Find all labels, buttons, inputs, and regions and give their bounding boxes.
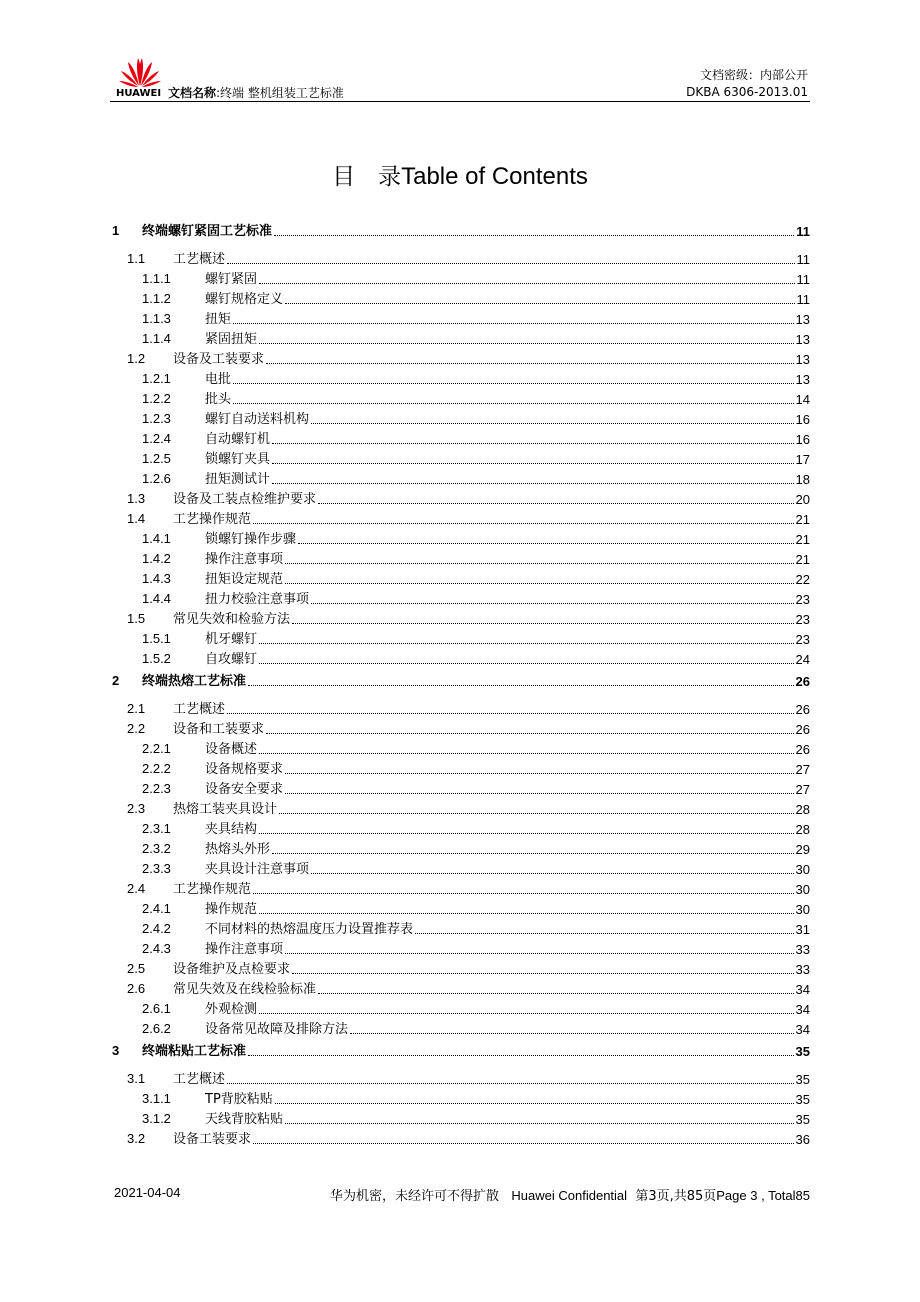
toc-leader-dots [274,235,794,236]
toc-entry-number: 1.1.2 [142,291,171,306]
toc-entry-title: 工艺操作规范 [173,512,252,527]
toc-entry-number: 2 [112,673,120,688]
toc-entry-number: 1.2 [127,351,146,366]
toc-entry[interactable] [110,818,810,838]
toc-entry[interactable] [110,878,810,898]
toc-leader-dots [285,773,794,774]
toc-entry-page: 13 [795,312,810,327]
toc-entry-page: 34 [795,1002,810,1017]
toc-entry[interactable] [110,388,810,408]
toc-leader-dots [227,1083,794,1084]
toc-entry-page: 22 [795,572,810,587]
toc-entry-number: 2.2 [127,721,146,736]
toc-entry[interactable] [110,468,810,488]
header-divider [110,101,810,102]
toc-entry-page: 35 [795,1112,810,1127]
toc-leader-dots [285,953,794,954]
toc-entry-page: 26 [795,722,810,737]
toc-leader-dots [285,793,794,794]
toc-entry-page: 35 [795,1072,810,1087]
toc-entry[interactable] [110,328,810,348]
toc-entry-number: 1.2.3 [142,411,171,426]
logo-wordmark: HUAWEI [116,88,162,99]
toc-entry-number: 2.2.1 [142,741,171,756]
toc-entry-page: 26 [795,702,810,717]
toc-entry-title: 扭矩设定规范 [205,572,284,587]
toc-entry-page: 17 [795,452,810,467]
toc-entry[interactable] [110,648,810,668]
toc-entry-title: 操作注意事项 [205,942,284,957]
toc-entry-number: 1.5.1 [142,631,171,646]
toc-leader-dots [272,483,794,484]
page-title [0,158,920,191]
toc-entry-number: 3.1.1 [142,1091,171,1106]
toc-entry-page: 13 [795,352,810,367]
toc-entry-title: 设备和工装要求 [173,722,265,737]
toc-entry-number: 1.2.2 [142,391,171,406]
toc-entry[interactable] [110,548,810,568]
toc-entry-page: 26 [795,674,810,689]
toc-entry[interactable] [110,488,810,508]
toc-leader-dots [233,323,794,324]
toc-entry-page: 11 [796,252,810,267]
toc-entry-page: 18 [795,472,810,487]
toc-entry-number: 1.1.4 [142,331,171,346]
toc-entry-title: 电批 [205,372,232,387]
toc-entry[interactable] [110,898,810,918]
toc-entry[interactable] [110,1018,810,1038]
security-level: 文档密级：内部公开 [699,68,808,82]
document-name-label: 文档名称 [168,86,217,100]
toc-entry[interactable] [110,778,810,798]
toc-entry-number: 1.4.4 [142,591,171,606]
toc-entry[interactable] [110,758,810,778]
toc-entry-title: 常见失效及在线检验标准 [173,982,317,997]
toc-entry-number: 2.3.2 [142,841,171,856]
confidential-en: Huawei Confidential [511,1188,628,1203]
toc-entry[interactable] [110,1068,810,1088]
toc-entry-title: 扭矩测试计 [205,472,271,487]
toc-entry-page: 21 [795,532,810,547]
toc-entry-title: 工艺概述 [173,252,226,267]
toc-entry-page: 30 [795,902,810,917]
toc-entry[interactable] [110,428,810,448]
toc-leader-dots [311,873,794,874]
toc-entry-number: 2.1 [127,701,146,716]
toc-entry-number: 3.1 [127,1071,146,1086]
toc-entry-number: 2.6.2 [142,1021,171,1036]
toc-entry[interactable] [110,718,810,738]
toc-leader-dots [285,583,794,584]
toc-leader-dots [275,1103,794,1104]
toc-entry-number: 2.4.3 [142,941,171,956]
toc-entry-page: 21 [795,552,810,567]
toc-entry-page: 23 [795,612,810,627]
toc-entry-page: 20 [795,492,810,507]
toc-entry-number: 3.1.2 [142,1111,171,1126]
toc-entry-number: 1.1.1 [142,271,171,286]
toc-entry[interactable] [110,448,810,468]
toc-entry[interactable] [110,268,810,288]
toc-leader-dots [259,643,794,644]
toc-entry-title: 工艺操作规范 [173,882,252,897]
toc-entry-page: 16 [795,412,810,427]
toc-entry[interactable] [110,1088,810,1108]
toc-entry[interactable] [110,998,810,1018]
toc-leader-dots [233,403,794,404]
page-header [110,54,810,104]
toc-entry-page: 31 [795,922,810,937]
toc-entry-number: 1.2.5 [142,451,171,466]
toc-entry-title: 机牙螺钉 [205,632,258,647]
page-count-en: Page 3 , Total85 [716,1188,810,1203]
toc-entry-title: 螺钉紧固 [205,272,258,287]
toc-entry-number: 2.5 [127,961,146,976]
toc-entry-title: 自动螺钉机 [205,432,271,447]
toc-entry-page: 34 [795,982,810,997]
toc-leader-dots [259,283,794,284]
page-count-cn: 第3页,共85页 [635,1189,717,1204]
toc-entry-page: 28 [795,822,810,837]
toc-entry-number: 2.4.1 [142,901,171,916]
document-id: DKBA 6306-2013.01 [686,85,808,99]
toc-leader-dots [227,713,794,714]
toc-entry-page: 11 [796,224,810,239]
toc-entry-title: 锁螺钉操作步骤 [205,532,297,547]
toc-entry-title: 设备安全要求 [205,782,284,797]
toc-entry-number: 2.3.1 [142,821,171,836]
toc-entry-page: 35 [795,1092,810,1107]
toc-entry[interactable] [110,858,810,878]
toc-entry-number: 2.4.2 [142,921,171,936]
toc-leader-dots [292,973,794,974]
toc-entry-title: 不同材料的热熔温度压力设置推荐表 [205,922,414,937]
toc-entry-page: 30 [795,862,810,877]
toc-entry-title: 终端热熔工艺标准 [142,674,247,689]
toc-entry-page: 28 [795,802,810,817]
toc-leader-dots [272,853,794,854]
toc-entry[interactable] [110,738,810,758]
toc-entry-title: 批头 [205,392,232,407]
toc-entry-title: 设备概述 [205,742,258,757]
toc-entry-title: 设备常见故障及排除方法 [205,1022,349,1037]
toc-entry-number: 1.3 [127,491,146,506]
toc-entry-number: 1.4.3 [142,571,171,586]
huawei-petals-icon [116,56,164,88]
toc-entry-title: 常见失效和检验方法 [173,612,291,627]
toc-entry[interactable] [110,288,810,308]
toc-entry[interactable] [110,798,810,818]
toc-entry-page: 13 [795,332,810,347]
toc-entry[interactable] [110,348,810,368]
toc-leader-dots [285,1123,794,1124]
toc-entry-page: 36 [795,1132,810,1147]
toc-leader-dots [248,1055,794,1056]
toc-entry-title: 终端螺钉紧固工艺标准 [142,224,273,239]
toc-entry-page: 35 [795,1044,810,1059]
toc-entry-title: 工艺概述 [173,1072,226,1087]
toc-entry-page: 21 [795,512,810,527]
toc-entry[interactable] [110,220,810,240]
toc-leader-dots [227,263,794,264]
page-title-en: Table of Contents [401,163,588,190]
document-name-value: :终端 整机组装工艺标准 [216,86,344,100]
toc-entry-title: 锁螺钉夹具 [205,452,271,467]
toc-entry-title: 螺钉自动送料机构 [205,412,310,427]
toc-entry[interactable] [110,938,810,958]
toc-entry-number: 2.3.3 [142,861,171,876]
huawei-logo [116,56,164,99]
toc-entry-page: 24 [795,652,810,667]
toc-entry[interactable] [110,698,810,718]
document-name [168,84,344,101]
toc-entry[interactable] [110,508,810,528]
toc-entry-number: 1.5 [127,611,146,626]
toc-leader-dots [285,563,794,564]
toc-entry[interactable] [110,918,810,938]
toc-entry[interactable] [110,568,810,588]
toc-entry-number: 2.4 [127,881,146,896]
toc-entry-title: 工艺概述 [173,702,226,717]
toc-entry-title: 螺钉规格定义 [205,292,284,307]
toc-entry[interactable] [110,1040,810,1060]
toc-entry[interactable] [110,958,810,978]
toc-entry-number: 3 [112,1043,120,1058]
toc-entry-number: 3.2 [127,1131,146,1146]
toc-entry-title: 紧固扭矩 [205,332,258,347]
toc-leader-dots [311,603,794,604]
toc-leader-dots [266,363,794,364]
toc-entry-page: 14 [795,392,810,407]
toc-leader-dots [350,1033,794,1034]
toc-leader-dots [259,663,794,664]
toc-leader-dots [253,1143,794,1144]
toc-entry[interactable] [110,838,810,858]
toc-entry-title: 终端粘贴工艺标准 [142,1044,247,1059]
toc-entry-title: 热熔工装夹具设计 [173,802,278,817]
toc-entry-page: 29 [795,842,810,857]
toc-leader-dots [272,443,794,444]
toc-leader-dots [298,543,794,544]
toc-leader-dots [259,1013,794,1014]
toc-leader-dots [415,933,794,934]
toc-entry-page: 30 [795,882,810,897]
toc-entry-title: TP背胶粘贴 [205,1092,273,1107]
toc-entry-number: 1.5.2 [142,651,171,666]
toc-entry-title: 扭矩 [205,312,232,327]
footer-date: 2021-04-04 [114,1185,181,1200]
toc-entry-number: 1.4.1 [142,531,171,546]
toc-entry[interactable] [110,1108,810,1128]
toc-entry-title: 设备及工装点检维护要求 [173,492,317,507]
toc-leader-dots [318,503,794,504]
toc-leader-dots [311,423,794,424]
toc-entry-page: 16 [795,432,810,447]
toc-entry[interactable] [110,408,810,428]
toc-leader-dots [259,343,794,344]
toc-entry-number: 1.1.3 [142,311,171,326]
toc-entry[interactable] [110,248,810,268]
toc-entry-title: 夹具结构 [205,822,258,837]
toc-entry-page: 23 [795,632,810,647]
toc-entry-page: 23 [795,592,810,607]
toc-leader-dots [318,993,794,994]
toc-entry-page: 11 [796,292,810,307]
toc-entry-page: 27 [795,782,810,797]
footer-confidential [330,1185,810,1204]
table-of-contents [110,218,810,1148]
toc-leader-dots [259,753,794,754]
toc-leader-dots [272,463,794,464]
confidential-cn: 华为机密，未经许可不得扩散 [330,1189,500,1204]
toc-entry-title: 天线背胶粘贴 [205,1112,284,1127]
toc-entry-number: 2.6.1 [142,1001,171,1016]
toc-entry[interactable] [110,588,810,608]
toc-entry-title: 操作注意事项 [205,552,284,567]
toc-entry-number: 1.4.2 [142,551,171,566]
toc-entry[interactable] [110,368,810,388]
toc-entry-number: 1.4 [127,511,146,526]
toc-entry-title: 设备及工装要求 [173,352,265,367]
toc-leader-dots [248,685,794,686]
toc-leader-dots [259,913,794,914]
toc-entry-title: 热熔头外形 [205,842,271,857]
toc-leader-dots [253,893,794,894]
toc-entry-number: 2.3 [127,801,146,816]
toc-entry[interactable] [110,670,810,690]
toc-entry-number: 2.2.3 [142,781,171,796]
toc-entry[interactable] [110,628,810,648]
toc-entry-number: 1.1 [127,251,146,266]
toc-entry-number: 1.2.1 [142,371,171,386]
toc-entry-page: 34 [795,1022,810,1037]
toc-leader-dots [253,523,794,524]
toc-leader-dots [285,303,794,304]
toc-leader-dots [279,813,794,814]
toc-entry-number: 1.2.4 [142,431,171,446]
toc-entry-number: 1.2.6 [142,471,171,486]
toc-entry-title: 设备工装要求 [173,1132,252,1147]
toc-entry-title: 设备规格要求 [205,762,284,777]
toc-entry[interactable] [110,528,810,548]
toc-leader-dots [259,833,794,834]
toc-entry[interactable] [110,308,810,328]
toc-entry-number: 2.6 [127,981,146,996]
toc-entry-page: 26 [795,742,810,757]
toc-leader-dots [266,733,794,734]
toc-entry-title: 外观检测 [205,1002,258,1017]
toc-entry-title: 夹具设计注意事项 [205,862,310,877]
toc-entry-title: 扭力校验注意事项 [205,592,310,607]
toc-entry-page: 13 [795,372,810,387]
toc-entry[interactable] [110,1128,810,1148]
toc-entry[interactable] [110,978,810,998]
toc-entry-page: 27 [795,762,810,777]
toc-entry[interactable] [110,608,810,628]
toc-entry-page: 11 [796,272,810,287]
page-title-cn: 目 录 [332,164,402,190]
toc-entry-page: 33 [795,962,810,977]
toc-entry-title: 操作规范 [205,902,258,917]
toc-leader-dots [292,623,794,624]
toc-entry-number: 1 [112,223,120,238]
toc-entry-title: 设备维护及点检要求 [173,962,291,977]
toc-entry-page: 33 [795,942,810,957]
toc-entry-number: 2.2.2 [142,761,171,776]
toc-leader-dots [233,383,794,384]
toc-entry-title: 自攻螺钉 [205,652,258,667]
